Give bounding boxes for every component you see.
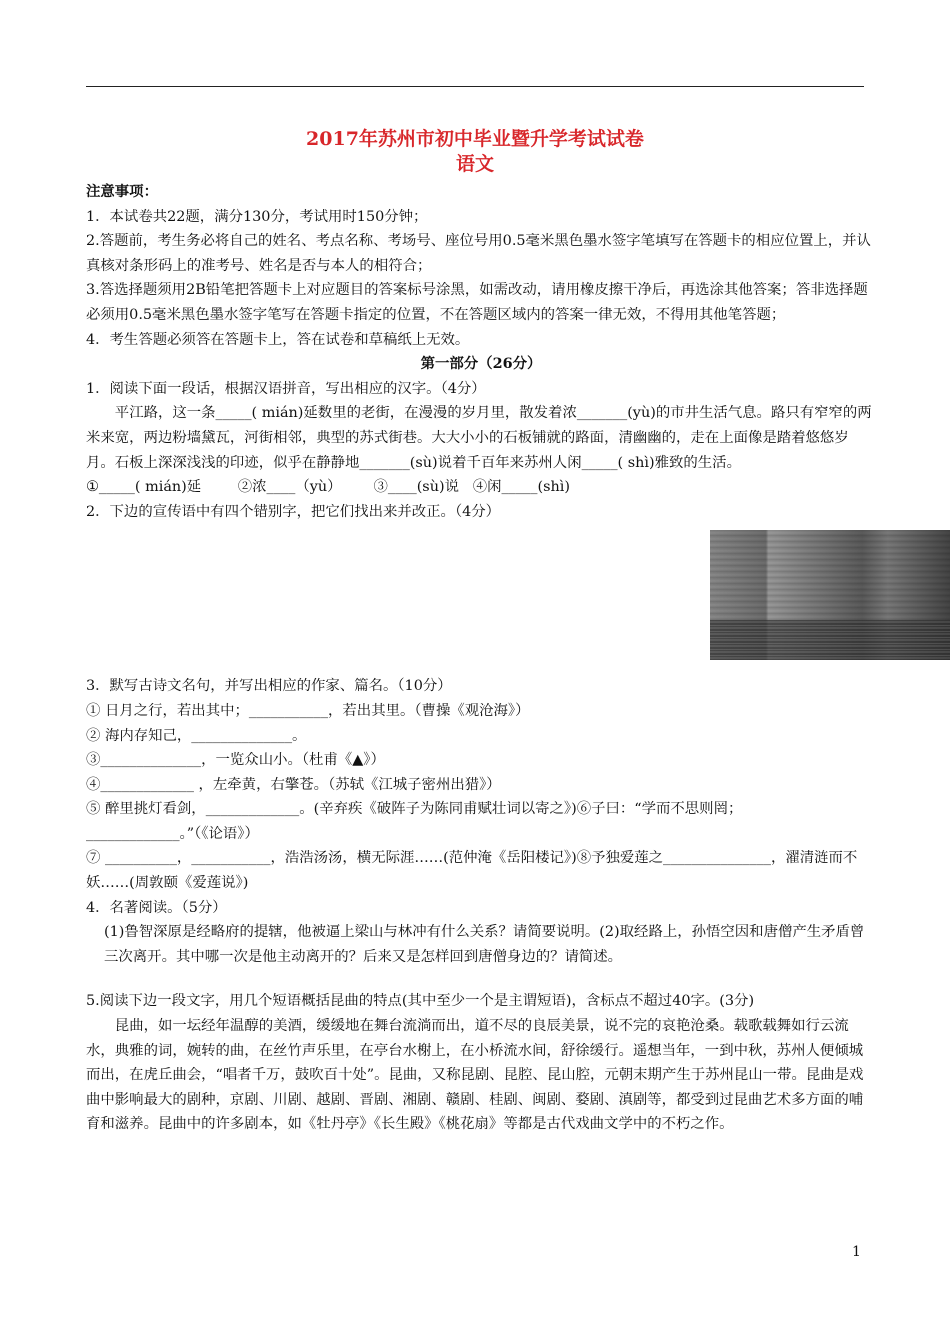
- exam-subject: 语文: [455, 153, 494, 175]
- q1-options: ①_____( mián)延 ②浓____（yù） ③____(sù)说 ④闲_____(shì): [86, 479, 570, 496]
- q4-body: (1)鲁智深原是经略府的提辖，他被逼上梁山与林冲有什么关系？请简要说明。(2)取经路上，孙悟空因和唐僧产生矛盾曾三次离开。其中哪一次是他主动离开的？后来又是怎样回到唐僧身边的？请简述。: [104, 924, 865, 965]
- q5-passage: 昆曲，如一坛经年温醇的美酒，缓缓地在舞台流淌而出，道不尽的良辰美景，说不完的哀艳沧桑。载歌载舞如行云流水，典雅的词，婉转的曲，在丝竹声乐里，在亭台水榭上，在小桥流水间，舒徐缓行。遥想当年，一到中秋，苏州人便倾城而出，在虎丘曲会，“唱者千万，鼓吹百十处”。昆曲，又称昆剧、昆腔、昆山腔，元朝末期产生于苏州昆山一带。昆曲是戏曲中影响最大的剧种，京剧、川剧、越剧、晋剧、湘剧、赣剧、桂剧、闽剧、婺剧、滇剧等，都受到过昆曲艺术多方面的哺育和滋养。昆曲中的许多剧本，如《牡丹亭》《长生殿》《桃花扇》等都是古代戏曲文学中的不朽之作。: [86, 1018, 864, 1133]
- q5-stem: 5.阅读下边一段文字，用几个短语概括昆曲的特点(其中至少一个是主谓短语)，含标点不超过40字。(3分): [86, 993, 755, 1010]
- header-rule: [86, 86, 864, 87]
- exam-content: [86, 180, 876, 1137]
- q3-stem: 3．默写古诗文名句，并写出相应的作家、篇名。（10分）: [86, 678, 452, 695]
- part1-heading: 第一部分（26分）: [420, 355, 542, 373]
- q3-line-2: ② 海内存知己，______________。: [86, 727, 307, 744]
- notice-item-3: 3.答选择题须用2B铅笔把答题卡上对应题目的答案标号涂黑，如需改动，请用橡皮擦干净后，再选涂其他答案；答非选择题必须用0.5毫米黑色墨水签字笔写在答题卡指定的位置，不在答题区域内的答案一律无效，不得用其他笔答题；: [86, 282, 868, 323]
- q4-stem: 4．名著阅读。（5分）: [86, 899, 227, 916]
- q2-stem: 2．下边的宣传语中有四个错别字，把它们找出来并改正。（4分）: [86, 503, 501, 520]
- notice-item-2: 2.答题前，考生务必将自己的姓名、考点名称、考场号、座位号用0.5毫米黑色墨水签字笔填写在答题卡的相应位置上，并认真核对条形码上的准考号、姓名是否与本人的相符合；: [86, 233, 871, 274]
- notice-item-4: 4．考生答题必须答在答题卡上，答在试卷和草稿纸上无效。: [86, 331, 470, 348]
- q3-line-3: ③______________，一览众山小。（杜甫《▲》）: [86, 752, 385, 769]
- q2-image-artifact: [710, 530, 950, 660]
- notice-item-1: 1．本试卷共22题，满分130分，考试用时150分钟；: [86, 208, 428, 225]
- q1-stem: 1．阅读下面一段话，根据汉语拼音，写出相应的汉字。（4分）: [86, 380, 486, 397]
- q3-line-6: ⑦ __________，___________，浩浩汤汤，横无际涯……(范仲淹《岳阳楼记》)⑧予独爱莲之_______________，濯清涟而不妖……(周敦颐《爱莲说》): [86, 850, 858, 892]
- page-number: 1: [852, 1244, 861, 1260]
- q2-slogan-image: [86, 530, 876, 672]
- exam-title: 2017年苏州市初中毕业暨升学考试试卷: [306, 128, 644, 150]
- spacer: [86, 969, 876, 989]
- q3-line-4: ④_____________ ，左牵黄，右擎苍。（苏轼《江城子密州出猎》）: [86, 776, 501, 793]
- q1-passage: 平江路，这一条_____( mián)延数里的老街，在漫漫的岁月里，散发着浓_______(yù)的市井生活气息。路只有窄窄的两米来宽，两边粉墙黛瓦，河街相邻，典型的苏式街巷。大大小小的石板铺就的路面，清幽幽的，走在上面像是踏着悠悠岁月。石板上深深浅浅的印迹，似乎在静静地_______(sù)说着千百年来苏州人闲_____( shì)雅致的生活。: [86, 405, 872, 471]
- notice-heading: 注意事项：: [86, 183, 158, 200]
- q3-line-1: ① 日月之行，若出其中；___________，若出其里。（曹操《观沧海》）: [86, 702, 530, 719]
- q3-line-5: ⑤ 醉里挑灯看剑，_____________。(辛弃疾《破阵子为陈同甫赋壮词以寄之》)⑥子曰：“学而不思则罔；_____________。”（《论语》）: [86, 801, 743, 842]
